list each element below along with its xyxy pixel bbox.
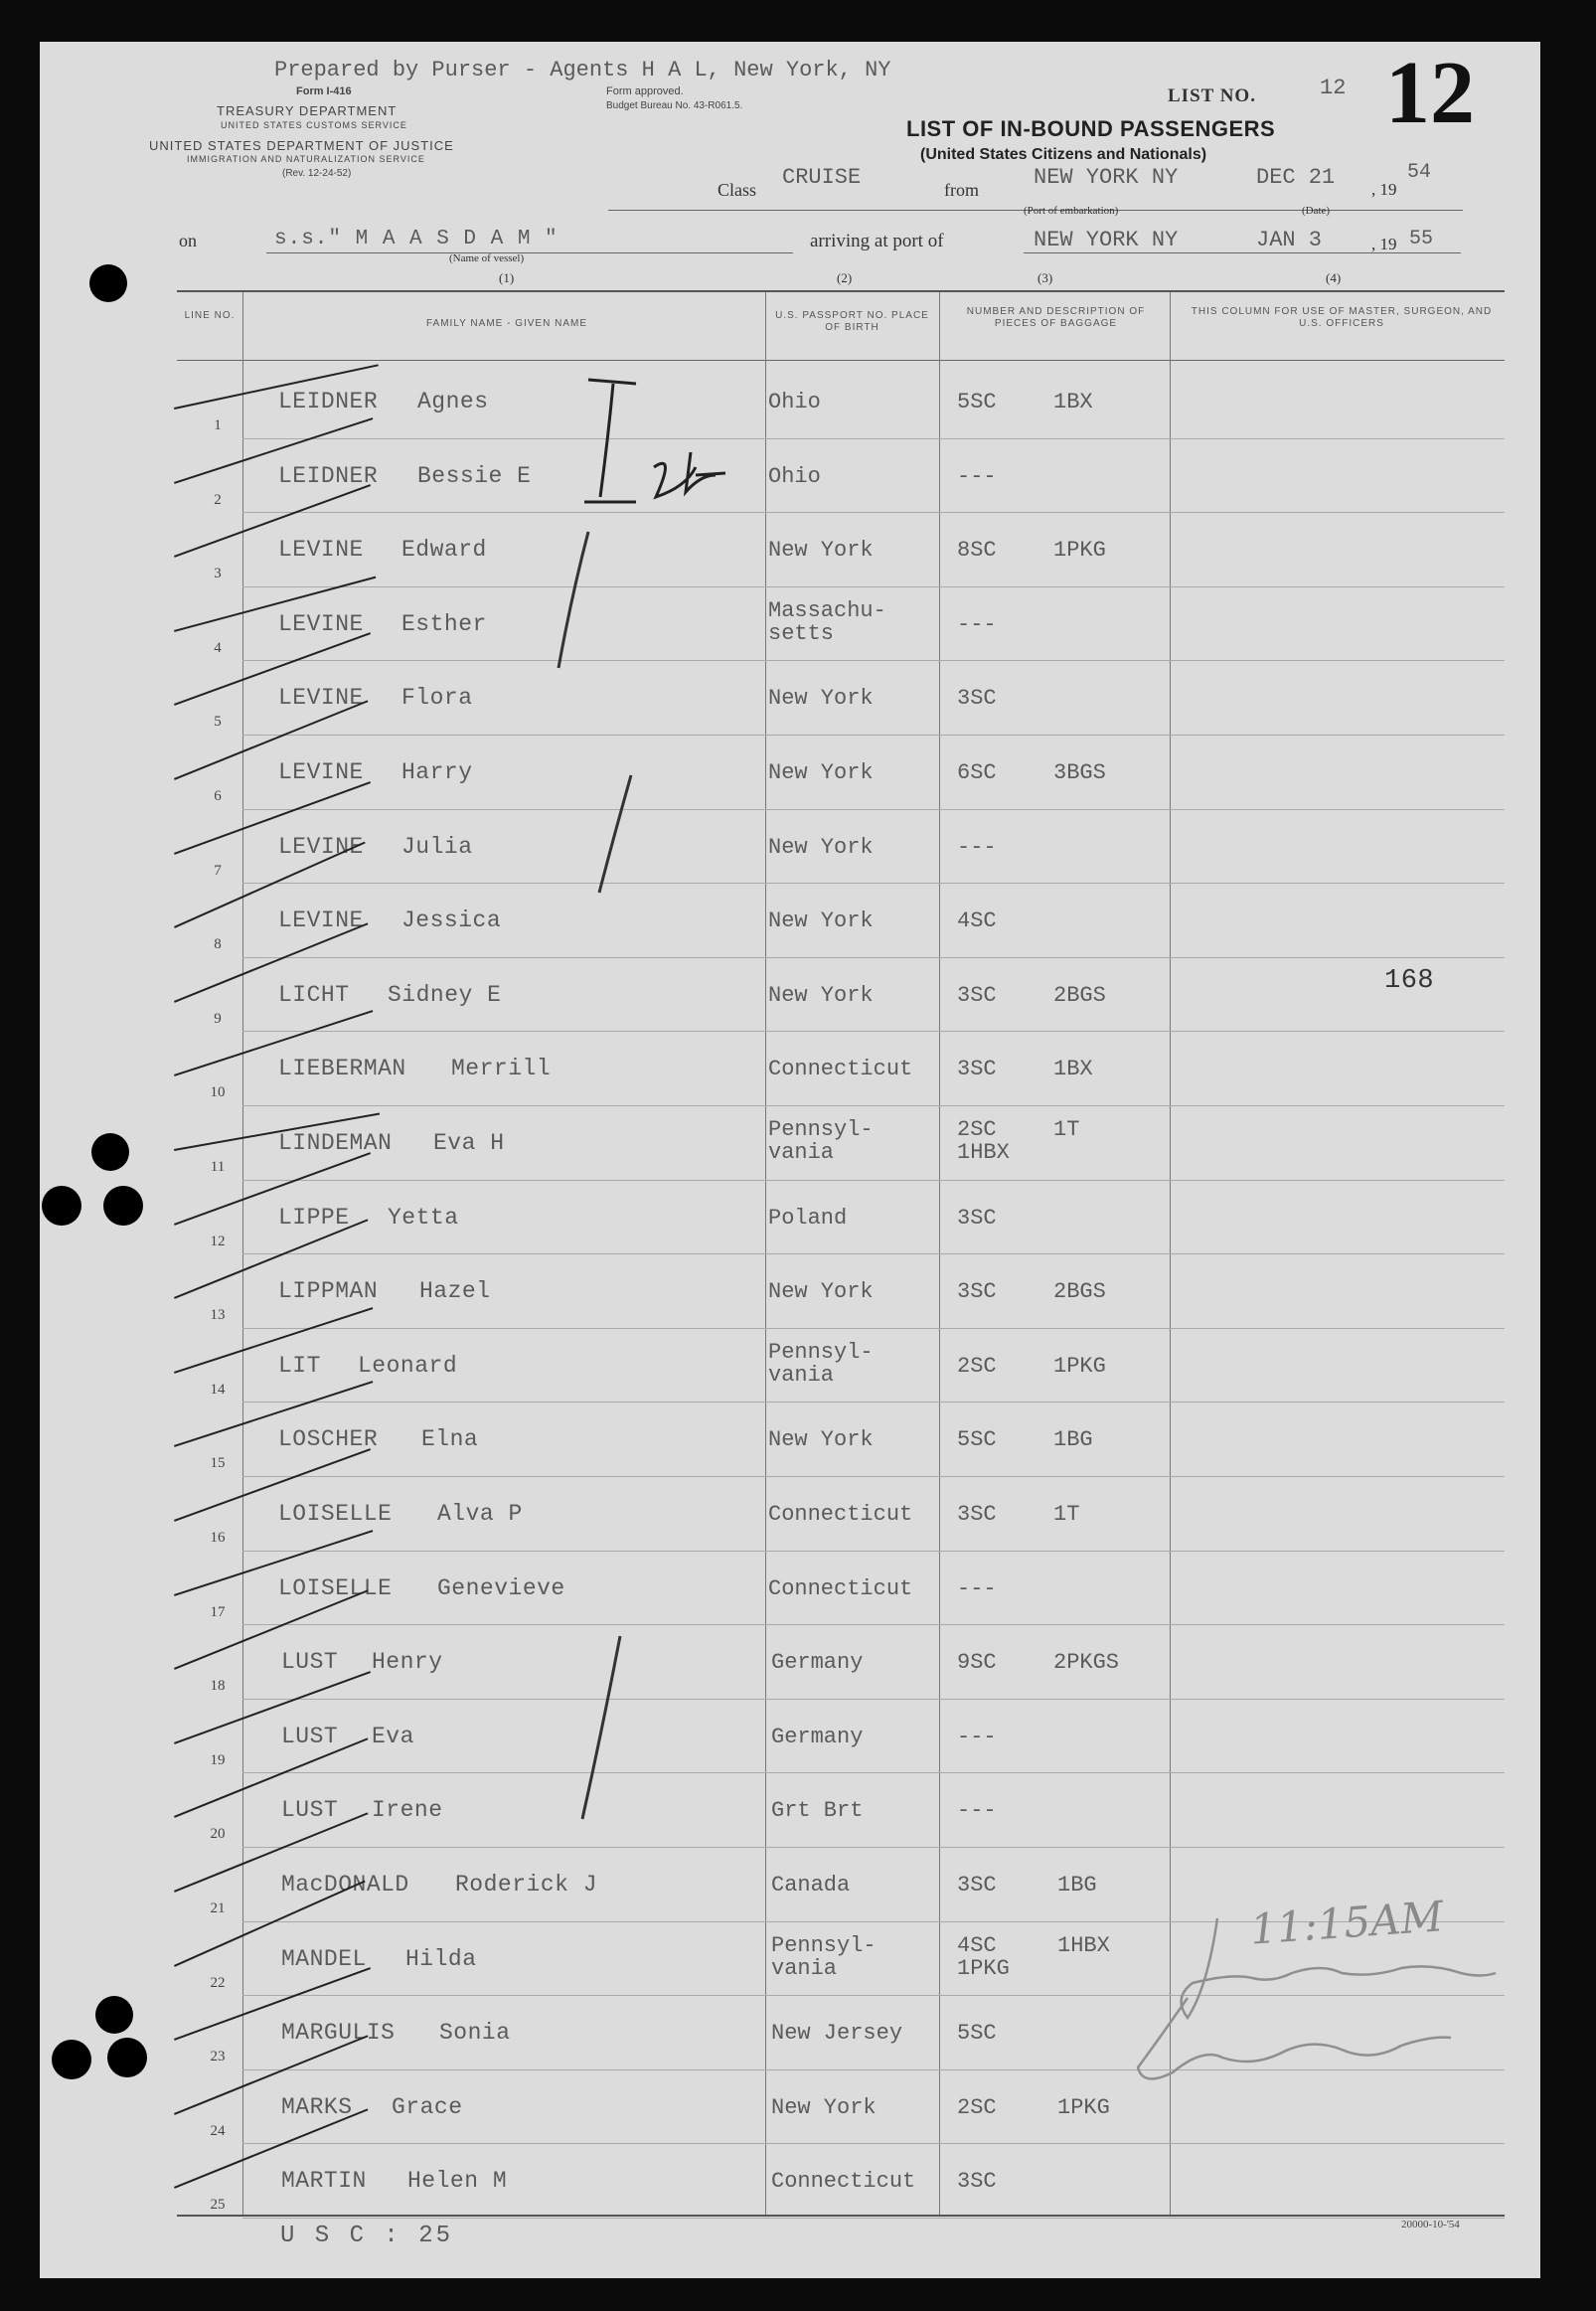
footer-code: 20000-10-'54 bbox=[1401, 2219, 1460, 2230]
punch-hole bbox=[103, 1186, 143, 1226]
family-name: MARGULIS bbox=[281, 2020, 396, 2047]
place-of-birth: Connecticut bbox=[768, 1575, 913, 1601]
place-of-birth: New Jersey bbox=[771, 2021, 903, 2047]
punch-hole bbox=[89, 264, 127, 302]
family-name: LOISELLE bbox=[278, 1501, 393, 1527]
from-port: NEW YORK NY bbox=[1034, 165, 1179, 190]
baggage-secondary: 1PKG bbox=[1053, 1353, 1106, 1379]
baggage-primary: 3SC bbox=[957, 1205, 997, 1231]
col-header-name: FAMILY NAME - GIVEN NAME bbox=[426, 318, 587, 329]
punch-hole bbox=[52, 2040, 91, 2079]
family-name: MARTIN bbox=[281, 2168, 367, 2195]
baggage-primary: 4SC bbox=[957, 908, 997, 934]
place-of-birth: Poland bbox=[768, 1205, 848, 1231]
baggage-secondary: 1PKG bbox=[1053, 538, 1106, 564]
family-name: LEVINE bbox=[278, 685, 364, 712]
line-number: 13 bbox=[210, 1307, 226, 1324]
family-name: LIPPMAN bbox=[278, 1278, 379, 1305]
family-name: LOISELLE bbox=[278, 1574, 393, 1601]
baggage-primary: --- bbox=[957, 611, 997, 637]
baggage-primary: 3SC bbox=[957, 2169, 997, 2195]
col-header-baggage: NUMBER AND DESCRIPTION OF PIECES OF BAGGAGE bbox=[966, 306, 1146, 329]
given-name: Elna bbox=[421, 1426, 479, 1453]
on-label: on bbox=[179, 231, 197, 250]
baggage-primary: 5SC bbox=[957, 390, 997, 414]
row-divider bbox=[242, 2218, 1505, 2219]
given-name: Irene bbox=[372, 1797, 443, 1824]
baggage-primary: 5SC bbox=[957, 2021, 997, 2047]
line-number: 9 bbox=[214, 1010, 222, 1027]
arrive-port: NEW YORK NY bbox=[1034, 228, 1179, 252]
baggage-primary: 3SC bbox=[957, 686, 997, 712]
given-name: Eva bbox=[372, 1723, 414, 1749]
row-divider bbox=[242, 1551, 1505, 1552]
baggage-primary: 2SC bbox=[957, 1353, 997, 1379]
given-name: Sonia bbox=[439, 2020, 511, 2047]
line-number: 24 bbox=[210, 2122, 226, 2139]
row-divider bbox=[242, 809, 1505, 810]
baggage-secondary: 1HBX bbox=[1057, 1932, 1110, 1958]
punch-hole bbox=[42, 1186, 81, 1226]
row-divider bbox=[242, 1995, 1505, 1996]
baggage-primary: 4SC 1PKG bbox=[957, 1932, 1010, 1981]
row-divider bbox=[242, 1847, 1505, 1848]
given-name: Agnes bbox=[417, 389, 489, 414]
given-name: Alva P bbox=[437, 1501, 523, 1527]
baggage-primary: 8SC bbox=[957, 538, 997, 564]
list-no-label: LIST NO. bbox=[1168, 85, 1256, 106]
family-name: LIEBERMAN bbox=[278, 1056, 406, 1082]
table-top-rule bbox=[177, 290, 1505, 292]
baggage-primary: 2SC bbox=[957, 2094, 997, 2120]
baggage-primary: 3SC bbox=[957, 982, 997, 1008]
place-of-birth: New York bbox=[768, 982, 874, 1008]
row-divider bbox=[242, 2069, 1505, 2070]
arriving-label: arriving at port of bbox=[810, 231, 944, 251]
line-number: 3 bbox=[214, 566, 222, 582]
family-name: LIPPE bbox=[278, 1204, 350, 1231]
baggage-primary: 3SC bbox=[957, 1873, 997, 1898]
col-header-officers: THIS COLUMN FOR USE OF MASTER, SURGEON, AND U.S. OFFICERS bbox=[1191, 306, 1493, 329]
baggage-secondary: 1PKG bbox=[1057, 2094, 1110, 2120]
place-of-birth: Massachu- setts bbox=[768, 597, 886, 646]
baggage-primary: 3SC bbox=[957, 1279, 997, 1305]
baggage-secondary: 1BG bbox=[1053, 1427, 1093, 1453]
col-index-4: (4) bbox=[1326, 270, 1342, 285]
place-of-birth: New York bbox=[768, 538, 874, 564]
vessel-caption: (Name of vessel) bbox=[449, 252, 525, 264]
family-name: LUST bbox=[281, 1723, 339, 1749]
line-number: 18 bbox=[210, 1678, 226, 1695]
row-divider bbox=[242, 883, 1505, 884]
place-of-birth: Canada bbox=[771, 1873, 851, 1898]
row-divider bbox=[242, 957, 1505, 958]
line-number: 12 bbox=[210, 1233, 226, 1249]
line-number: 16 bbox=[210, 1530, 226, 1546]
line-number: 7 bbox=[214, 862, 222, 879]
line-number: 10 bbox=[210, 1084, 226, 1101]
given-name: Roderick J bbox=[455, 1872, 598, 1898]
place-of-birth: Germany bbox=[771, 1724, 864, 1749]
table-bottom-rule bbox=[177, 2215, 1505, 2217]
arrive-underline bbox=[1024, 252, 1461, 253]
family-name: LEVINE bbox=[278, 908, 364, 934]
given-name: Grace bbox=[392, 2093, 463, 2120]
place-of-birth: Germany bbox=[771, 1650, 864, 1676]
given-name: Esther bbox=[401, 610, 487, 637]
line-number: 6 bbox=[214, 788, 222, 804]
col-index-3: (3) bbox=[1037, 270, 1053, 285]
baggage-secondary: 1T bbox=[1053, 1502, 1080, 1527]
arrive-year: 55 bbox=[1409, 228, 1434, 250]
page-title: LIST OF IN-BOUND PASSENGERS bbox=[906, 116, 1276, 141]
family-name: MANDEL bbox=[281, 1945, 367, 1972]
line-number: 21 bbox=[210, 1900, 226, 1916]
row-divider bbox=[242, 1253, 1505, 1254]
row-divider bbox=[242, 735, 1505, 736]
place-of-birth: Grt Brt bbox=[771, 1798, 864, 1824]
place-of-birth: New York bbox=[768, 834, 874, 860]
line-number: 11 bbox=[210, 1159, 226, 1175]
baggage-secondary: 2BGS bbox=[1053, 1279, 1106, 1305]
baggage-primary: 6SC bbox=[957, 760, 997, 785]
from-year: 54 bbox=[1407, 161, 1432, 184]
baggage-secondary: 2BGS bbox=[1053, 982, 1106, 1008]
given-name: Yetta bbox=[388, 1204, 459, 1231]
vessel-name: s.s." M A A S D A M " bbox=[274, 228, 559, 250]
family-name: LUST bbox=[281, 1797, 339, 1824]
row-divider bbox=[242, 1699, 1505, 1700]
treasury-department: TREASURY DEPARTMENT bbox=[217, 103, 398, 118]
line-number: 23 bbox=[210, 2049, 226, 2065]
row-divider bbox=[242, 1402, 1505, 1403]
row-divider bbox=[242, 512, 1505, 513]
family-name: LEVINE bbox=[278, 610, 364, 637]
baggage-primary: --- bbox=[957, 1798, 997, 1824]
baggage-secondary: 1BX bbox=[1053, 390, 1093, 414]
table-header-rule bbox=[177, 360, 1505, 361]
baggage-secondary: 3BGS bbox=[1053, 760, 1106, 785]
family-name: MARKS bbox=[281, 2093, 353, 2120]
given-name: Merrill bbox=[451, 1056, 552, 1082]
baggage-primary: 9SC bbox=[957, 1650, 997, 1676]
row-divider bbox=[242, 1180, 1505, 1181]
port-embark-caption: (Port of embarkation) bbox=[1024, 205, 1119, 217]
row-divider bbox=[242, 1624, 1505, 1625]
place-of-birth: New York bbox=[771, 2094, 877, 2120]
given-name: Genevieve bbox=[437, 1574, 565, 1601]
baggage-primary: 2SC 1HBX bbox=[957, 1117, 1010, 1165]
given-name: Leonard bbox=[358, 1352, 458, 1379]
row-divider bbox=[242, 1476, 1505, 1477]
form-approved: Form approved. bbox=[606, 85, 684, 97]
customs-service: UNITED STATES CUSTOMS SERVICE bbox=[221, 120, 407, 130]
officer-note: 168 bbox=[1384, 966, 1435, 996]
baggage-primary: --- bbox=[957, 1575, 997, 1601]
prepared-by: Prepared by Purser - Agents H A L, New York, NY bbox=[274, 58, 891, 83]
class-value: CRUISE bbox=[782, 165, 862, 190]
col-index-1: (1) bbox=[499, 270, 515, 285]
line-number: 14 bbox=[210, 1381, 226, 1398]
line-number: 15 bbox=[210, 1455, 226, 1472]
from-year-prefix: , 19 bbox=[1371, 180, 1397, 199]
given-name: Bessie E bbox=[417, 462, 532, 489]
baggage-secondary: 1BG bbox=[1057, 1873, 1097, 1898]
line-number: 4 bbox=[214, 639, 222, 656]
family-name: LEVINE bbox=[278, 759, 364, 785]
place-of-birth: Ohio bbox=[768, 390, 821, 414]
given-name: Edward bbox=[401, 537, 487, 564]
place-of-birth: New York bbox=[768, 908, 874, 934]
place-of-birth: Pennsyl- vania bbox=[771, 1932, 877, 1981]
line-number: 5 bbox=[214, 714, 222, 731]
place-of-birth: New York bbox=[768, 1279, 874, 1305]
family-name: LICHT bbox=[278, 981, 350, 1008]
immigration-service: IMMIGRATION AND NATURALIZATION SERVICE bbox=[187, 154, 425, 164]
given-name: Julia bbox=[401, 833, 473, 860]
department-of-justice: UNITED STATES DEPARTMENT OF JUSTICE bbox=[149, 138, 454, 153]
row-divider bbox=[242, 438, 1505, 439]
page-subtitle: (United States Citizens and Nationals) bbox=[920, 146, 1207, 163]
place-of-birth: Connecticut bbox=[768, 1502, 913, 1527]
row-divider bbox=[242, 2143, 1505, 2144]
punch-hole bbox=[107, 2038, 147, 2077]
row-divider bbox=[242, 586, 1505, 587]
time-stamp: 11:15AM bbox=[1248, 1892, 1445, 1954]
baggage-primary: --- bbox=[957, 463, 997, 489]
line-number: 17 bbox=[210, 1603, 226, 1620]
family-name: LEIDNER bbox=[278, 389, 379, 414]
place-of-birth: New York bbox=[768, 760, 874, 785]
line-number: 22 bbox=[210, 1974, 226, 1991]
arrive-year-prefix: , 19 bbox=[1371, 235, 1397, 253]
footer-total: U S C : 25 bbox=[280, 2223, 454, 2249]
row-divider bbox=[242, 1328, 1505, 1329]
date-caption: (Date) bbox=[1302, 205, 1331, 217]
baggage-secondary: 1T bbox=[1053, 1117, 1080, 1142]
line-number: 8 bbox=[214, 936, 222, 953]
family-name: MacDONALD bbox=[281, 1872, 409, 1898]
family-name: LOSCHER bbox=[278, 1426, 379, 1453]
budget-bureau: Budget Bureau No. 43-R061.5. bbox=[606, 100, 743, 111]
col-header-line-no: LINE NO. bbox=[184, 310, 236, 321]
family-name: LINDEMAN bbox=[278, 1130, 393, 1156]
baggage-secondary: 2PKGS bbox=[1053, 1650, 1120, 1676]
list-no-stamp: 12 bbox=[1385, 44, 1475, 142]
class-label: Class bbox=[718, 180, 757, 200]
line-number: 1 bbox=[214, 417, 222, 433]
family-name: LUST bbox=[281, 1649, 339, 1676]
place-of-birth: New York bbox=[768, 686, 874, 712]
given-name: Sidney E bbox=[388, 981, 502, 1008]
list-no-typed: 12 bbox=[1320, 76, 1347, 100]
given-name: Flora bbox=[401, 685, 473, 712]
family-name: LEVINE bbox=[278, 833, 364, 860]
punch-hole bbox=[91, 1133, 129, 1171]
col-index-2: (2) bbox=[837, 270, 853, 285]
baggage-primary: 3SC bbox=[957, 1502, 997, 1527]
place-of-birth: Connecticut bbox=[768, 1057, 913, 1082]
family-name: LEVINE bbox=[278, 537, 364, 564]
given-name: Hazel bbox=[419, 1278, 491, 1305]
baggage-primary: --- bbox=[957, 1724, 997, 1749]
revision-date: (Rev. 12-24-52) bbox=[282, 168, 352, 179]
place-of-birth: Connecticut bbox=[771, 2169, 916, 2195]
col-header-passport: U.S. PASSPORT NO. PLACE OF BIRTH bbox=[775, 310, 929, 333]
family-name: LIT bbox=[278, 1352, 321, 1379]
line-number: 19 bbox=[210, 1751, 226, 1768]
family-name: LEIDNER bbox=[278, 462, 379, 489]
given-name: Eva H bbox=[433, 1130, 505, 1156]
baggage-secondary: 1BX bbox=[1053, 1057, 1093, 1082]
row-divider bbox=[242, 1105, 1505, 1106]
baggage-primary: 3SC bbox=[957, 1057, 997, 1082]
given-name: Jessica bbox=[401, 908, 502, 934]
line-number: 2 bbox=[214, 491, 222, 508]
place-of-birth: New York bbox=[768, 1427, 874, 1453]
row-divider bbox=[242, 1031, 1505, 1032]
line-number: 25 bbox=[210, 2197, 226, 2214]
baggage-primary: --- bbox=[957, 834, 997, 860]
place-of-birth: Pennsyl- vania bbox=[768, 1339, 874, 1388]
punch-hole bbox=[95, 1996, 133, 2034]
line-number: 20 bbox=[210, 1826, 226, 1843]
row-divider bbox=[242, 1772, 1505, 1773]
given-name: Harry bbox=[401, 759, 473, 785]
given-name: Helen M bbox=[407, 2168, 508, 2195]
form-number: Form I-416 bbox=[296, 85, 352, 97]
place-of-birth: Ohio bbox=[768, 463, 821, 489]
vessel-underline bbox=[266, 252, 793, 253]
from-label: from bbox=[944, 180, 979, 200]
row-divider bbox=[242, 660, 1505, 661]
from-date: DEC 21 bbox=[1256, 165, 1336, 190]
place-of-birth: Pennsyl- vania bbox=[768, 1117, 874, 1165]
arrive-date: JAN 3 bbox=[1256, 228, 1323, 252]
given-name: Hilda bbox=[405, 1945, 477, 1972]
baggage-primary: 5SC bbox=[957, 1427, 997, 1453]
given-name: Henry bbox=[372, 1649, 443, 1676]
